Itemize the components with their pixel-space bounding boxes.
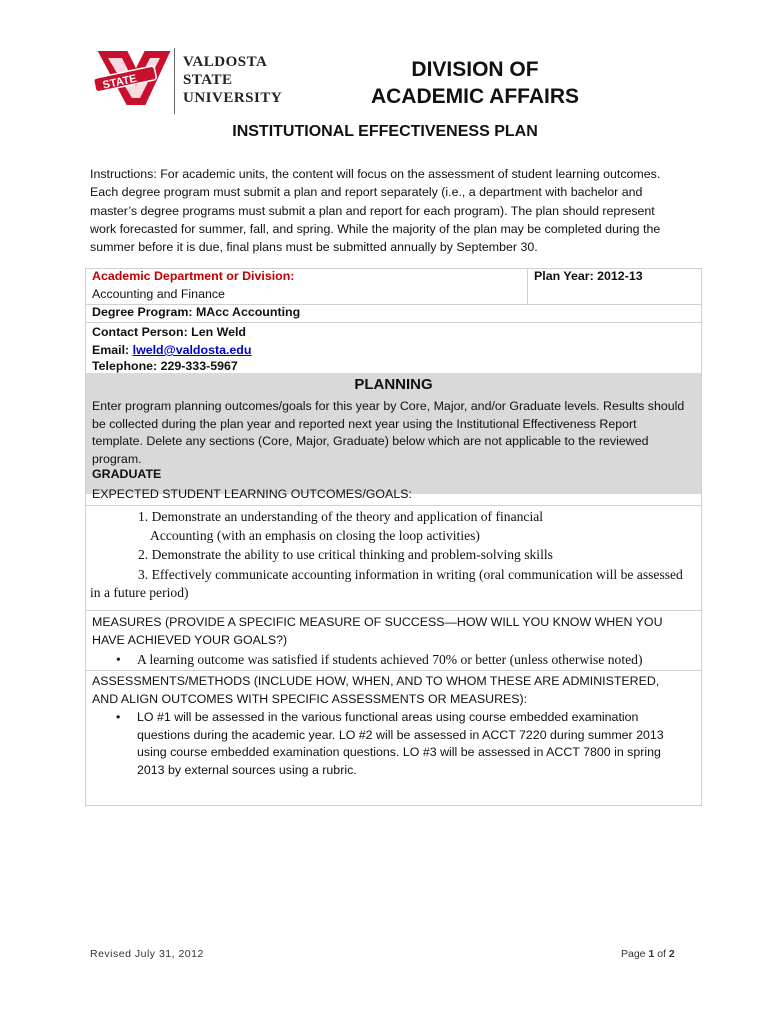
university-line-2: STATE xyxy=(183,72,233,88)
outcome-3: 3. Effectively communicate accounting information in writing (oral communication will be assessed xyxy=(138,567,683,582)
division-title xyxy=(340,56,610,110)
measures-bullet-text: A learning outcome was satisfied if students achieved 70% or better (unless otherwise noted) xyxy=(137,652,643,667)
email-row xyxy=(92,342,251,360)
planning-intro-line: Enter program planning outcomes/goals for this year by Core, Major, and/or Graduate levels. Results should xyxy=(92,399,685,413)
email-label: Email: xyxy=(92,343,133,357)
dept-label: Academic Department or Division: xyxy=(92,269,295,283)
measures-bullet-icon: • xyxy=(116,652,121,667)
assessments-line: LO #1 will be assessed in the various functional areas using course embedded examination xyxy=(137,710,639,724)
assessments-line: 2013 by external sources using a rubric. xyxy=(137,762,357,777)
assessments-line: using course embedded examination questions. LO #3 will be assessed in ACCT 7800 in spring xyxy=(137,745,661,759)
instructions xyxy=(90,165,690,256)
outcome-1: 1. Demonstrate an understanding of the theory and application of financial xyxy=(138,509,544,524)
plan-title: INSTITUTIONAL EFFECTIVENESS PLAN xyxy=(232,123,538,140)
page-current: 1 xyxy=(648,948,655,960)
page-total: 2 xyxy=(668,948,675,960)
assessments-line: questions during the academic year. LO #2 will be assessed in ACCT 7220 during summer 2013 xyxy=(137,727,664,742)
table-row-divider xyxy=(85,670,702,671)
table-vertical-divider xyxy=(527,268,528,305)
assessments-bullet-icon: • xyxy=(116,710,121,724)
university-line-3: UNIVERSITY xyxy=(183,90,283,106)
plan-year: Plan Year: 2012-13 xyxy=(534,269,643,283)
outcome-2: 2. Demonstrate the ability to use critical thinking and problem-solving skills xyxy=(138,547,553,562)
revised-date: Revised July 31, 2012 xyxy=(90,948,204,960)
header-divider xyxy=(174,48,175,114)
university-name xyxy=(183,53,282,107)
outcomes-label: EXPECTED STUDENT LEARNING OUTCOMES/GOALS: xyxy=(92,487,412,501)
page-of: of xyxy=(654,948,669,960)
graduate-label: GRADUATE xyxy=(92,467,162,481)
outcome-1-cont: Accounting (with an emphasis on closing the loop activities) xyxy=(150,528,480,543)
page-prefix: Page xyxy=(621,948,649,960)
degree-program: Degree Program: MAcc Accounting xyxy=(92,305,301,319)
table-row-divider xyxy=(85,505,702,506)
planning-intro-line: program. xyxy=(92,451,142,466)
measures-label-line: MEASURES (PROVIDE A SPECIFIC MEASURE OF SUCCESS—HOW WILL YOU KNOW WHEN YOU xyxy=(92,615,663,629)
dept-value: Accounting and Finance xyxy=(92,287,225,301)
instructions-line: master’s degree programs must submit a plan and report for each program). The plan should represent xyxy=(90,203,655,218)
instructions-line: work forecasted for summer, fall, and spring. While the majority of the plan may be completed during the xyxy=(90,221,661,236)
contact-person: Contact Person: Len Weld xyxy=(92,325,246,339)
university-line-1: VALDOSTA xyxy=(183,54,268,70)
division-line-1: DIVISION OF xyxy=(411,58,539,81)
assessments-label-line: AND ALIGN OUTCOMES WITH SPECIFIC ASSESSMENTS OR MEASURES): xyxy=(92,691,528,706)
planning-intro xyxy=(92,398,697,468)
instructions-line: summer before it is due, final plans must be submitted annually by September 30. xyxy=(90,240,538,255)
instructions-line: Instructions: For academic units, the content will focus on the assessment of student learning outcomes. xyxy=(90,167,661,181)
table-row-divider xyxy=(85,322,702,323)
planning-intro-line: be collected during the plan year and reported next year using the Institutional Effectiveness Report xyxy=(92,416,637,431)
outcome-3-cont: in a future period) xyxy=(90,585,189,600)
planning-heading: PLANNING xyxy=(354,376,433,393)
assessments-label-line: ASSESSMENTS/METHODS (INCLUDE HOW, WHEN, AND TO WHOM THESE ARE ADMINISTERED, xyxy=(92,674,660,688)
division-line-2: ACADEMIC AFFAIRS xyxy=(370,85,580,108)
page-number xyxy=(621,948,675,960)
measures-label-line: HAVE ACHIEVED YOUR GOALS?) xyxy=(92,632,288,647)
assessments-bullet-text xyxy=(137,709,697,779)
planning-intro-line: template. Delete any sections (Core, Major, Graduate) below which are not applicable to the reviewed xyxy=(92,434,649,448)
logo-state-text: STATE xyxy=(101,72,138,92)
instructions-line: Each degree program must submit a plan and report separately (i.e., a department with bachelor and xyxy=(90,185,643,200)
table-row-divider xyxy=(85,610,702,611)
assessments-label xyxy=(92,673,659,708)
email-link[interactable]: lweld@valdosta.edu xyxy=(132,343,252,357)
telephone: Telephone: 229-333-5967 xyxy=(92,359,238,373)
measures-label xyxy=(92,614,663,649)
